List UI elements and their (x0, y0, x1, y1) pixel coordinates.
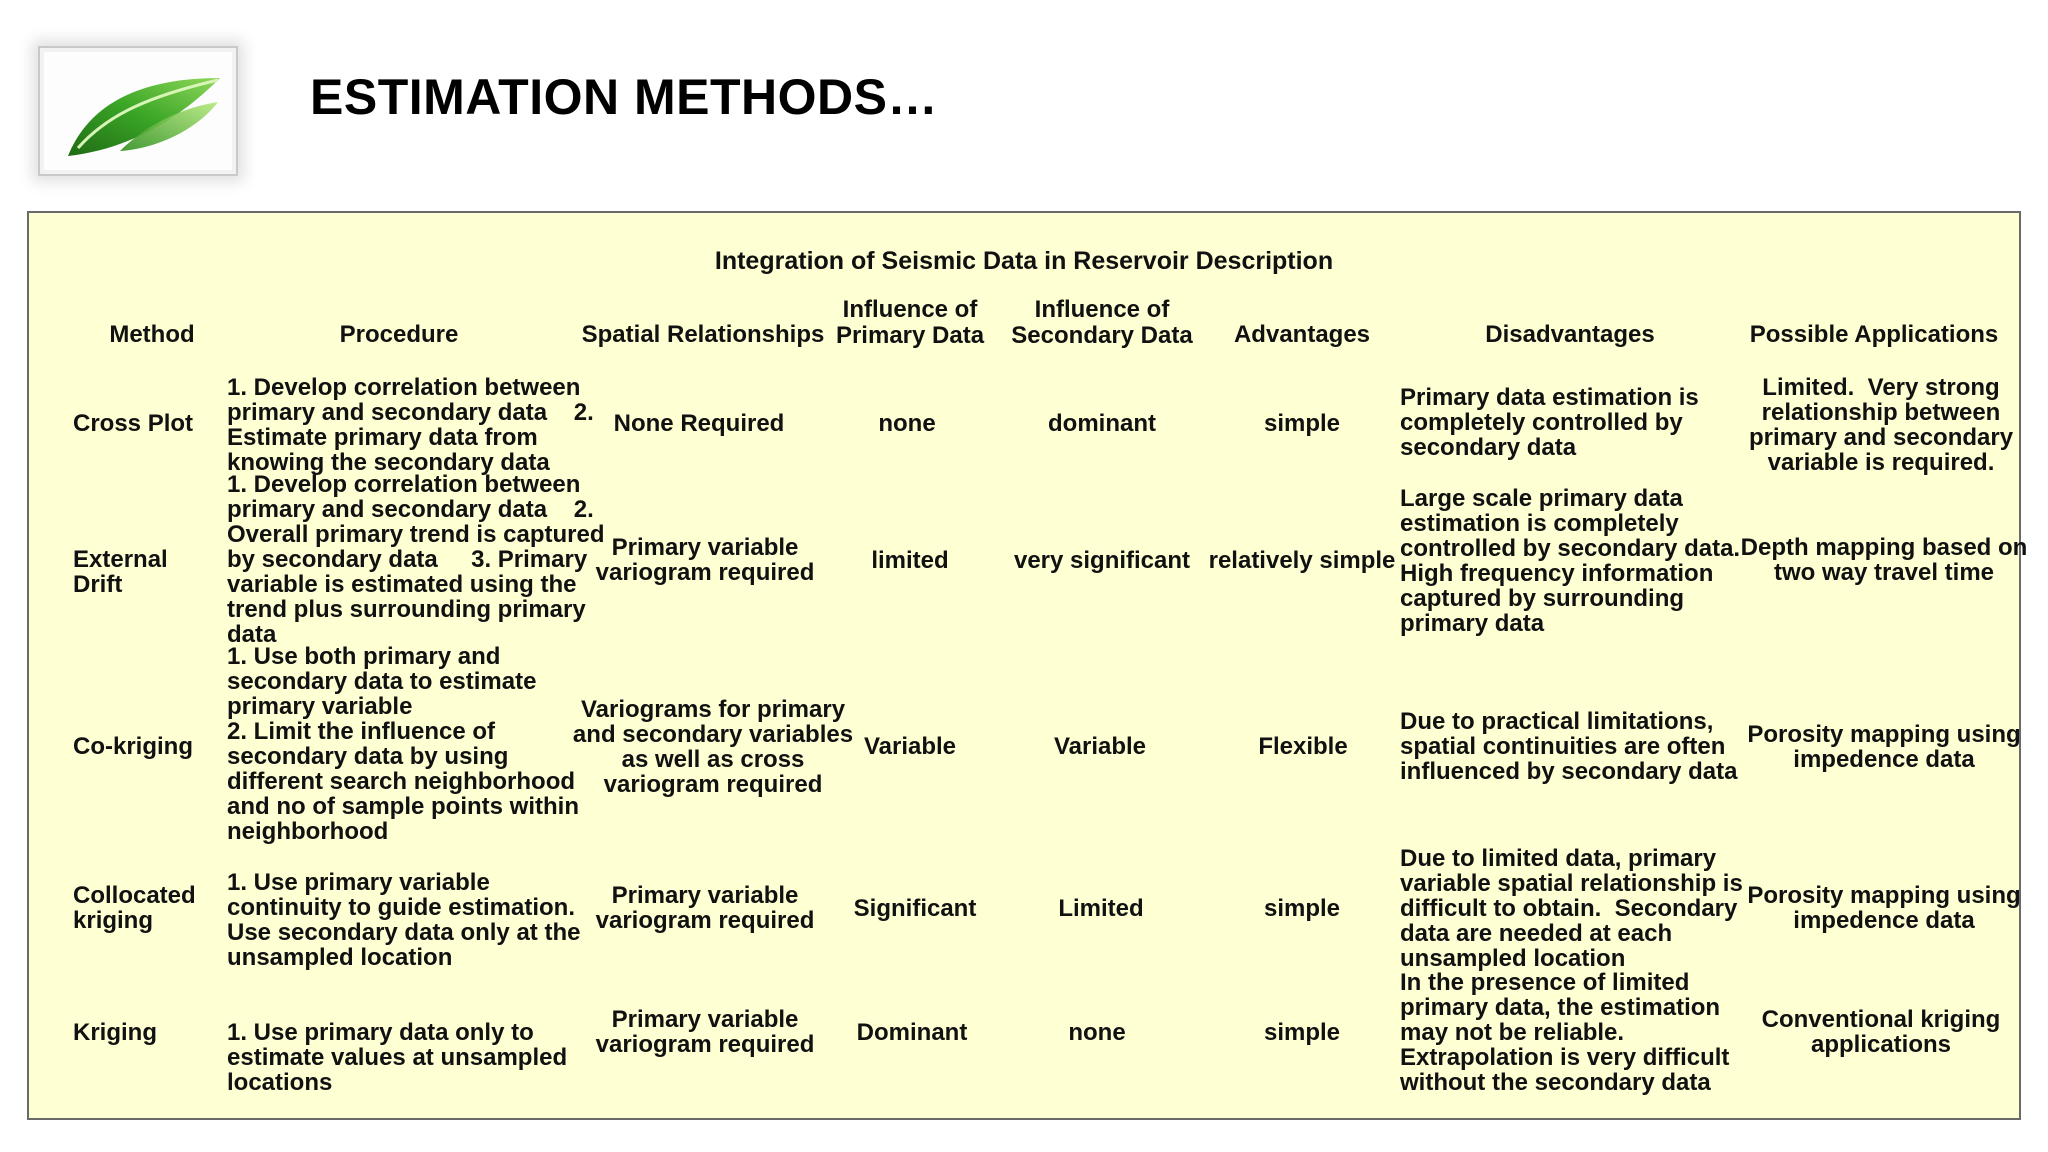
header-spatial-relationships: Spatial Relationships (581, 321, 825, 348)
row-secondary-influence: Limited (1058, 895, 1144, 922)
row-primary-influence: Variable (863, 733, 957, 760)
row-applications: Porosity mapping using impedence data (1747, 721, 2021, 773)
header-advantages: Advantages (1233, 321, 1371, 348)
row-primary-influence: Significant (853, 895, 977, 922)
row-procedure: 1. Develop correlation between primary and secondary data 2. Overall primary trend is captured by secondary data 3. Primary variable is estimated using the trend plus surrounding primary data (227, 471, 605, 648)
row-spatial: Primary variable variogram required (595, 882, 815, 934)
row-secondary-influence: dominant (1048, 410, 1156, 437)
row-disadvantages: Primary data estimation is completely controlled by secondary data (1400, 384, 1699, 461)
header-procedure: Procedure (339, 321, 459, 348)
row-secondary-influence: Variable (1053, 733, 1147, 760)
row-disadvantages: Due to practical limitations, spatial continuities are often influenced by secondary data (1400, 708, 1738, 785)
row-secondary-influence: very significant (1013, 547, 1191, 574)
row-method: Kriging (73, 1019, 157, 1046)
row-procedure: 1. Develop correlation between primary and secondary data 2. Estimate primary data from knowing the secondary data (227, 374, 594, 476)
row-advantages: Flexible (1258, 733, 1348, 760)
table-caption: Integration of Seismic Data in Reservoir Description (714, 247, 1334, 275)
row-advantages: simple (1263, 1019, 1341, 1046)
row-spatial: Variograms for primary and secondary variables as well as cross variogram required (572, 696, 854, 798)
row-spatial: None Required (613, 410, 785, 437)
header-disadvantages: Disadvantages (1485, 321, 1655, 348)
row-procedure: 1. Use primary variable continuity to guide estimation. Use secondary data only at the unsampled location (227, 869, 581, 971)
row-procedure: 1. Use both primary and secondary data to estimate primary variable 2. Limit the influence of secondary data by using different search neighborhood and no of sample points within neighborhood (227, 643, 579, 845)
row-primary-influence: Dominant (856, 1019, 968, 1046)
row-method: External Drift (73, 546, 168, 598)
row-applications: Limited. Very strong relationship between primary and secondary variable is required. (1748, 374, 2014, 476)
row-disadvantages: Large scale primary data estimation is completely controlled by secondary data. High frequency information captured by surrounding primary data (1400, 485, 1741, 637)
row-advantages: relatively simple (1208, 547, 1396, 574)
header-influence-primary: Influence of Primary Data (835, 296, 985, 349)
row-disadvantages: In the presence of limited primary data, the estimation may not be reliable. Extrapolation is very difficult without the secondary data (1400, 969, 1730, 1096)
row-method: Cross Plot (73, 410, 194, 437)
row-applications: Porosity mapping using impedence data (1747, 882, 2021, 934)
header-possible-applications: Possible Applications (1749, 321, 1999, 348)
row-applications: Conventional kriging applications (1761, 1006, 2001, 1058)
row-method: Co-kriging (73, 733, 193, 760)
row-advantages: simple (1263, 895, 1341, 922)
header-method: Method (109, 321, 195, 348)
row-procedure: 1. Use primary data only to estimate values at unsampled locations (227, 1019, 568, 1096)
leaf-icon (50, 56, 226, 166)
row-primary-influence: none (878, 410, 936, 437)
row-spatial: Primary variable variogram required (595, 1006, 815, 1058)
row-method: Collocated kriging (73, 882, 196, 934)
page-title: ESTIMATION METHODS… (310, 69, 939, 125)
row-advantages: simple (1263, 410, 1341, 437)
row-primary-influence: limited (871, 547, 949, 574)
row-applications: Depth mapping based on two way travel time (1740, 534, 2028, 586)
logo (38, 46, 238, 176)
header-influence-secondary: Influence of Secondary Data (1011, 296, 1193, 349)
row-secondary-influence: none (1068, 1019, 1126, 1046)
comparison-table (27, 211, 2028, 1120)
row-disadvantages: Due to limited data, primary variable spatial relationship is difficult to obtain. Secondary data are needed at each unsampled location (1400, 845, 1743, 972)
row-spatial: Primary variable variogram required (595, 534, 815, 586)
